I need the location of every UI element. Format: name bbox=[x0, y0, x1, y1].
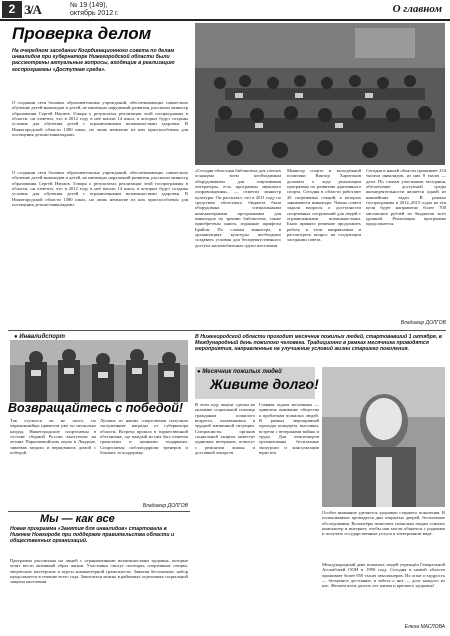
issue-date: октябрь 2012 г. bbox=[70, 10, 119, 17]
article1-author: Владимир ДОЛГОВ bbox=[400, 320, 446, 326]
divider bbox=[8, 330, 446, 331]
newspaper-logo: З/А bbox=[24, 2, 41, 17]
masthead bbox=[0, 0, 450, 19]
article3-lead: Новая программа «Занятия для инвалидов» стартовала в Нижнем Новгороде при поддержке правительства области и общественных организаций. bbox=[10, 526, 175, 545]
article1-column-1b: О создании сети базовых образовательных учреждений, обеспечивающих совместное обучение детей-инвалидов и детей, не имеющих нарушений развития, рассказал министр образования Сергей Наумов. Говоря о результатах реализации этой госпрограммы в области, он отметил, что в 2012 году в неё вошли 14 школ, в которых будут созданы условия для обучения детей с ограниченными возможностями здоровья. В Нижегородской области 1380 школ, но лишь немногие из них приспособлены для посещения детьми-инвалидами. bbox=[12, 170, 188, 208]
article4-column-1: В этом году акцент сделан на оказание социальной помощи гражданам пожилого возраста, оказавшимся в трудной жизненной ситуации. Специалисты органов социальной защиты навестят одиноких ветеранов, помогут с ремонтом жилья и доставкой лекарств. bbox=[195, 402, 255, 456]
article1-column-1: О создании сети базовых образовательных учреждений, обеспечивающих совместное обучение детей-инвалидов и детей, не имеющих нарушений развития, рассказал министр образования Сергей Наумов. Говоря о результатах реализации этой госпрограммы в области, он отметил, что в 2012 году в неё вошли 14 школ, в которых будут созданы условия для обучения детей с ограниченными возможностями здоровья. В Нижегородской области 1380 школ, но лишь немногие из них приспособлены для посещения детьми-инвалидами. bbox=[12, 100, 188, 138]
article3-body: Программа рассчитана на людей с ограниченными возможностями здоровья, которые хотят вести активный образ жизни. Участники смогут посещать спортивные секции, творческие мастерские и курсы компьютерной грамотности. Занятия бесплатные, набор продолжается в течение всего года. Записаться можно в районных отделениях социальной защиты населения. bbox=[10, 558, 188, 585]
article4-column-4: Международный день пожилых людей учреждён Генеральной Ассамблеей ООН в 1990 году. Сегодня в нашей области проживает более 850 тысяч пенсионеров. Их опыт и мудрость — бесценное достояние, и забота о них — долг каждого из нас. Желаем всем долгих лет жизни и крепкого здоровья! bbox=[322, 562, 445, 589]
article1-headline: Проверка делом bbox=[12, 24, 152, 43]
article4-author: Елена МАСЛОВА bbox=[404, 624, 445, 630]
elderly-photo-main bbox=[322, 367, 445, 507]
page-number: 2 bbox=[2, 1, 22, 18]
article2-author: Владимир ДОЛГОВ bbox=[142, 503, 188, 509]
article2-kicker: ● Инвалидспорт bbox=[14, 334, 65, 340]
article1-column-4: Сегодня в нашей области проживает 254 тысячи инвалидов, из них 9 тысяч — дети. По словам участников заседания, обеспечение доступной среды жизнедеятельности является одной из важнейших задач. В рамках госпрограммы в 2012–2015 годах на эти цели будет направлено более 700 миллионов рублей из бюджетов всех уровней. Реализация программы продолжается. bbox=[366, 168, 446, 227]
meeting-photo-image bbox=[195, 23, 445, 165]
article1-column-3: Министр спорта и молодёжной политики Виктор Харитонов доложил о ходе реализации программы по развитию адаптивного спорта. Сегодня в области работают 26 спортивных секций, в которых занимаются инвалиды. Члены совета задали вопросы о доступности спортивных сооружений для людей с ограниченными возможностями. Было принято решение продолжить работу в этом направлении и рассмотреть вопрос на следующем заседании совета. bbox=[287, 168, 361, 243]
article1-lead: На очередном заседании Координационного совета по делам инвалидов при губернаторе Нижегородской области были рассмотрены актуальные вопросы, входящие в реализацию госпрограммы «Доступная среда». bbox=[12, 48, 175, 73]
article2-headline: Возвращайтесь с победой! bbox=[8, 401, 184, 415]
article4-column-3: Особое внимание уделяется здоровью старшего поколения. В поликлиниках проводятся дни открытых дверей, бесплатные обследования. Волонтёры помогают пожилым людям освоить компьютер и интернет, чтобы они могли общаться с родными и получать государственные услуги в электронном виде. bbox=[322, 510, 445, 537]
athletes-photo bbox=[10, 340, 188, 402]
article4-kicker: ● Месячник пожилых людей bbox=[197, 369, 282, 375]
article2-column-1: Так случится ли не часто, но паралимпийцы привезли уже по несколько наград. Нижегородские спортсмены в составе сборной России выступили на летних Паралимпийских играх в Лондоне, завоевав медали и вернувшись домой с победой. bbox=[10, 418, 96, 456]
article4-intro: В Нижегородской области проходит месячник пожилых людей, стартовавший 1 октября, в Международный день пожилого человека. Традиционно в рамках месячника проводятся мероприятия, направленные на улучшение условий жизни старшего поколения. bbox=[195, 334, 442, 353]
article4-headline: Живите долго! bbox=[210, 376, 319, 392]
divider bbox=[8, 511, 190, 512]
article2-column-2: Лучшие из наших спортсменов получили заслуженные награды от губернатора области. Встреча прошла в торжественной обстановке, где каждый из них был отмечен грамотами и ценными подарками. Спортсмены поблагодарили тренеров и близких за поддержку. bbox=[100, 418, 188, 456]
elderly-photo bbox=[322, 367, 445, 507]
article4-column-2: Главная задача месячника — привлечь внимание общества к проблемам пожилых людей. В рамках мероприятий проходят концерты, выставки, встречи с ветеранами войны и труда. Для пенсионеров организованы бесплатные экскурсии и консультации юристов. bbox=[259, 402, 319, 456]
article3-headline: Мы — как все bbox=[40, 513, 115, 525]
issue-info bbox=[70, 2, 190, 18]
article1-column-2: «Сегодня областная библиотека для слепых оснащена всем необходимым оборудованием для озвучивания литературы, есть программы звукового сопровождения», — отметил министр культуры. Он рассказал, что в 2011 году по средствам областного бюджета была оборудована специальными компьютерными программами для инвалидов по зрению библиотека, также приобретены книги, изданные шрифтом Брайля. По словам министра, в организациях культуры необходимо создавать условия для беспрепятственного доступа маломобильных групп населения. bbox=[195, 168, 281, 248]
issue-number: № 19 (149), bbox=[70, 2, 108, 9]
athletes-photo-image bbox=[10, 340, 188, 402]
masthead-rule bbox=[0, 19, 450, 21]
section-title: О главном bbox=[392, 3, 442, 15]
meeting-photo bbox=[195, 23, 445, 165]
